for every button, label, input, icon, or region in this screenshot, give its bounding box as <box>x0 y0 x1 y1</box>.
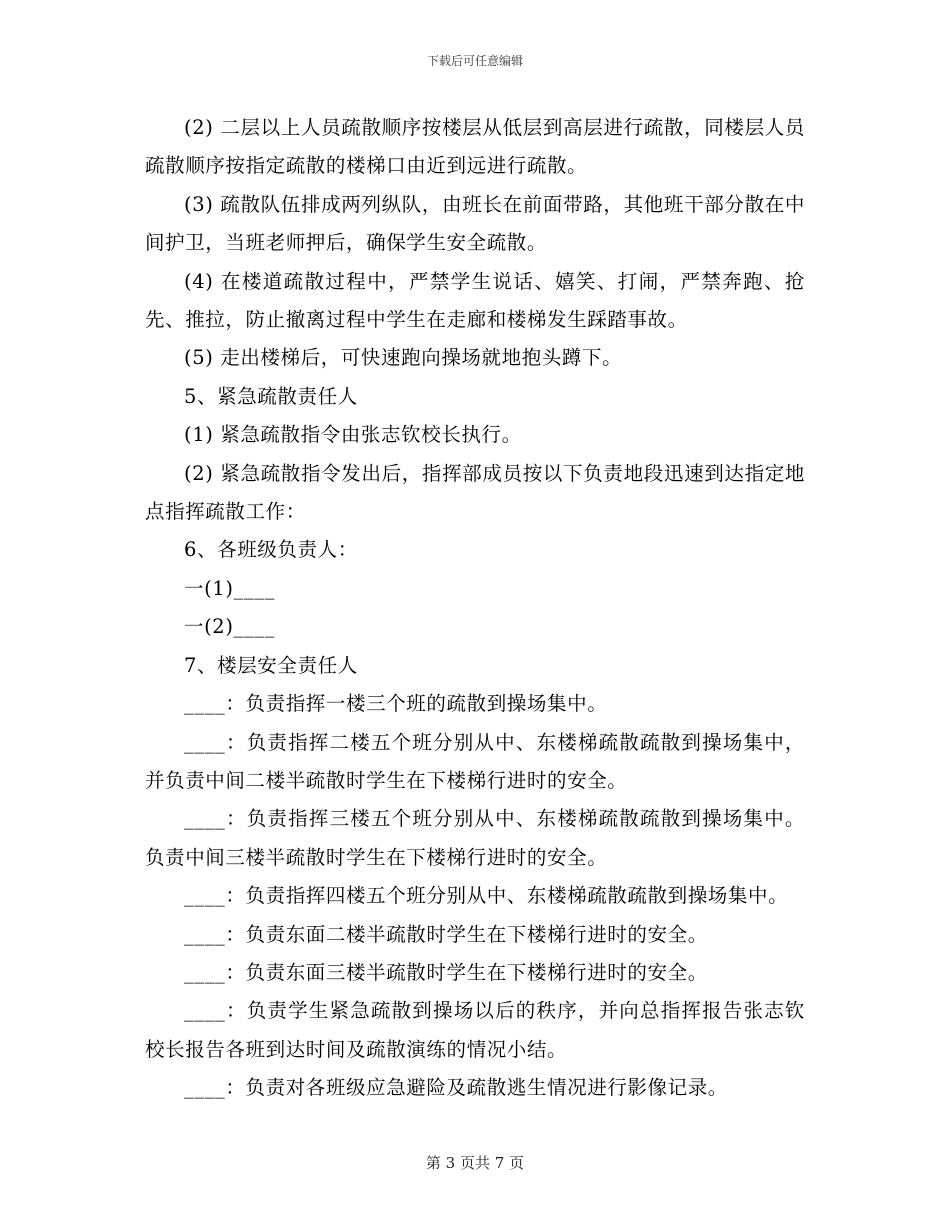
duty-item: ____：负责指挥三楼五个班分别从中、东楼梯疏散疏散到操场集中。负责中间三楼半疏散时学生在下楼梯行进时的安全。 <box>145 807 805 869</box>
paragraph: (5) 走出楼梯后，可快速跑向操场就地抱头蹲下。 <box>184 346 623 370</box>
paragraph: (4) 在楼道疏散过程中，严禁学生说话、嬉笑、打闹，严禁奔跑、抢先、推拉，防止撤离过程中学生在走廊和楼梯发生踩踏事故。 <box>145 269 805 332</box>
duty-item: ____：负责对各班级应急避险及疏散逃生情况进行影像记录。 <box>184 1076 728 1100</box>
duty-item: ____：负责指挥二楼五个班分别从中、东楼梯疏散疏散到操场集中，并负责中间二楼半疏散时学生在下楼梯行进时的安全。 <box>145 730 805 792</box>
duty-item: ____：负责学生紧急疏散到操场以后的秩序，并向总指挥报告张志钦校长报告各班到达时间及疏散演练的情况小结。 <box>145 999 805 1061</box>
duty-item: ____：负责东面三楼半疏散时学生在下楼梯行进时的安全。 <box>184 960 708 984</box>
paragraph: (3) 疏散队伍排成两列纵队，由班长在前面带路，其他班干部分散在中间护卫，当班老师押后，确保学生安全疏散。 <box>145 192 805 255</box>
document-body <box>145 109 805 1108</box>
paragraph: (2) 二层以上人员疏散顺序按楼层从低层到高层进行疏散，同楼层人员疏散顺序按指定疏散的楼梯口由近到远进行疏散。 <box>145 116 805 178</box>
section-heading: 7、楼层安全责任人 <box>184 653 358 677</box>
section-heading: 5、紧急疏散责任人 <box>184 384 358 408</box>
paragraph: (1) 紧急疏散指令由张志钦校长执行。 <box>184 423 522 447</box>
class-responsible-line: 一(2)____ <box>184 615 275 639</box>
duty-item: ____：负责东面二楼半疏散时学生在下楼梯行进时的安全。 <box>184 922 708 946</box>
paragraph: (2) 紧急疏散指令发出后，指挥部成员按以下负责地段迅速到达指定地点指挥疏散工作： <box>145 461 805 524</box>
class-responsible-line: 一(1)____ <box>184 576 275 600</box>
duty-item: ____：负责指挥一楼三个班的疏散到操场集中。 <box>184 692 608 716</box>
section-heading: 6、各班级负责人： <box>184 538 358 562</box>
page-number-footer: 第 3 页共 7 页 <box>425 1154 525 1172</box>
page-header: 下载后可任意编辑 <box>426 54 523 68</box>
duty-item: ____：负责指挥四楼五个班分别从中、东楼梯疏散疏散到操场集中。 <box>184 884 789 908</box>
